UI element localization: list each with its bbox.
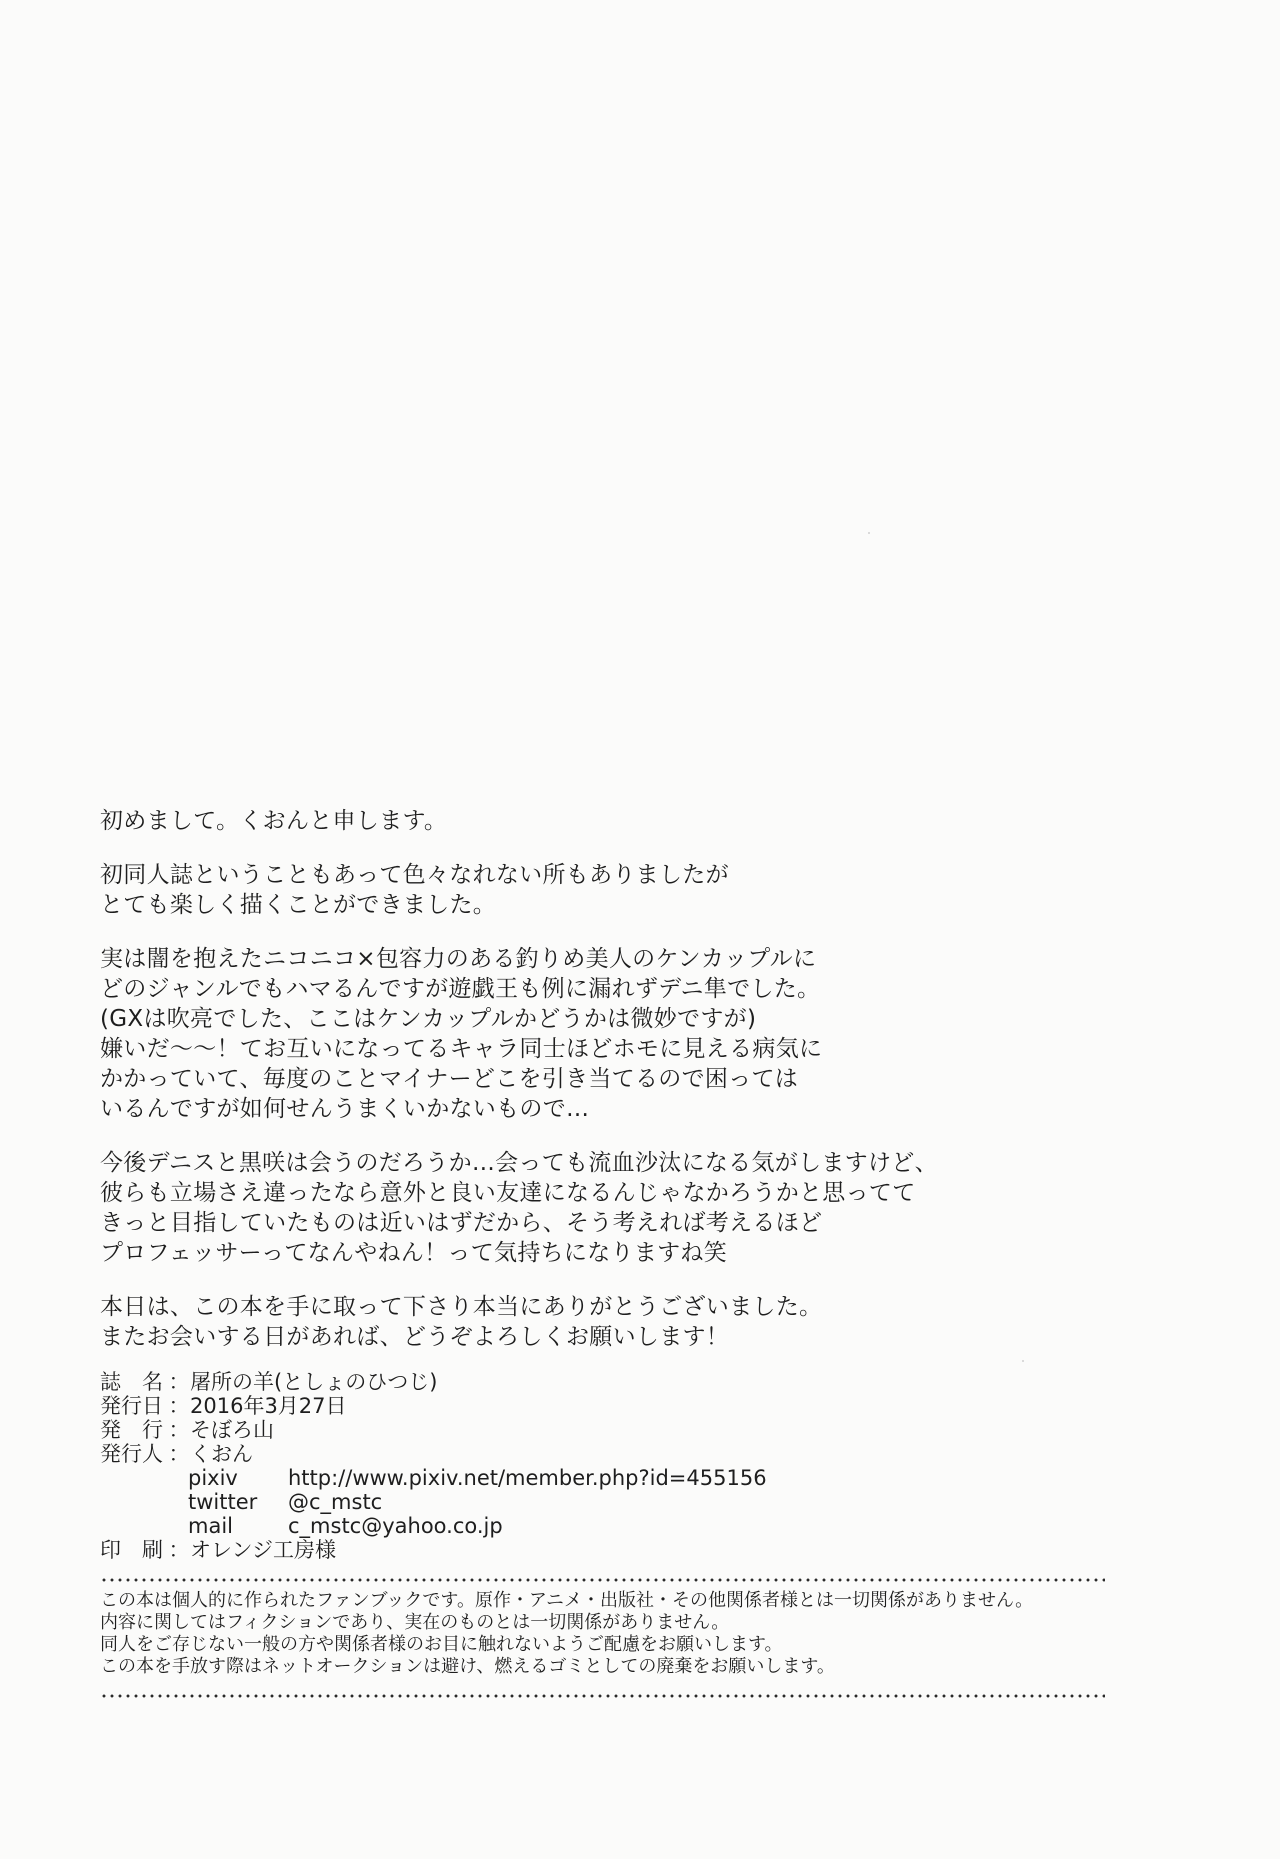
mail-address: c_mstc@yahoo.co.jp bbox=[288, 1514, 503, 1538]
dotted-divider-bottom bbox=[100, 1694, 1105, 1698]
paper-speck bbox=[1022, 1360, 1024, 1362]
afterword bbox=[100, 806, 1200, 1352]
colophon-label: 発 行 bbox=[100, 1418, 163, 1442]
afterword-line: またお会いする日があれば、どうぞよろしくお願いします！ bbox=[100, 1324, 730, 1350]
afterword-line: 初同人誌ということもあって色々なれない所もありましたが bbox=[100, 862, 729, 888]
afterword-line: (GXは吹亮でした、ここはケンカップルかどうかは微妙ですが) bbox=[100, 1006, 757, 1032]
colophon-label: 印 刷 bbox=[100, 1538, 163, 1562]
afterword-line: いるんですが如何せんうまくいかないもので… bbox=[100, 1096, 590, 1122]
colophon-twitter-row bbox=[100, 1490, 1100, 1514]
issuer-name: くおん bbox=[190, 1442, 253, 1466]
colophon-printer-row bbox=[100, 1538, 1100, 1562]
colophon-separator: ： bbox=[168, 1418, 190, 1442]
colophon-label: 発行日 bbox=[100, 1394, 163, 1418]
colophon-title-row bbox=[100, 1370, 1100, 1394]
notice-line: 同人をご存じない一般の方や関係者様のお目に触れないようご配慮をお願いします。 bbox=[100, 1634, 783, 1655]
afterword-line: 実は闇を抱えたニコニコ×包容力のある釣りめ美人のケンカップルに bbox=[100, 946, 817, 972]
disclaimer-notice bbox=[100, 1590, 1150, 1678]
colophon-issuer-row bbox=[100, 1442, 1100, 1466]
colophon-pixiv-row bbox=[100, 1466, 1100, 1490]
publish-date: 2016年3月27日 bbox=[190, 1394, 347, 1418]
colophon-label: 誌 名 bbox=[100, 1370, 163, 1394]
colophon-date-row bbox=[100, 1394, 1100, 1418]
printer-name: オレンジ工房様 bbox=[190, 1538, 336, 1562]
colophon-mail-row bbox=[100, 1514, 1100, 1538]
contact-label: pixiv bbox=[188, 1466, 238, 1490]
book-title: 屠所の羊(としょのひつじ) bbox=[190, 1370, 438, 1394]
afterword-line: かかっていて、毎度のことマイナーどこを引き当てるので困っては bbox=[100, 1066, 799, 1092]
paper-speck bbox=[868, 532, 870, 534]
colophon bbox=[100, 1370, 1100, 1562]
afterword-line: どのジャンルでもハマるんですが遊戯王も例に漏れずデニ隼でした。 bbox=[100, 976, 821, 1002]
notice-line: この本を手放す際はネットオークションは避け、燃えるゴミとしての廃棄をお願いします。 bbox=[100, 1656, 835, 1677]
afterword-line: きっと目指していたものは近いはずだから、そう考えれば考えるほど bbox=[100, 1210, 823, 1236]
colophon-separator: ： bbox=[168, 1394, 190, 1418]
dotted-divider-top bbox=[100, 1578, 1105, 1582]
afterword-line: 本日は、この本を手に取って下さり本当にありがとうございました。 bbox=[100, 1294, 823, 1320]
contact-label: mail bbox=[188, 1514, 233, 1538]
notice-line: この本は個人的に作られたファンブックです。原作・アニメ・出版社・その他関係者様とは一切関係がありません。 bbox=[100, 1590, 1034, 1611]
afterword-line: 今後デニスと黒咲は会うのだろうか…会っても流血沙汰になる気がしますけど、 bbox=[100, 1150, 938, 1176]
contact-label: twitter bbox=[188, 1490, 258, 1514]
colophon-separator: ： bbox=[168, 1442, 190, 1466]
twitter-handle: @c_mstc bbox=[288, 1490, 383, 1514]
afterword-line: とても楽しく描くことができました。 bbox=[100, 892, 497, 918]
afterword-line: 初めまして。くおんと申します。 bbox=[100, 808, 448, 834]
publisher-name: そぼろ山 bbox=[190, 1418, 274, 1442]
afterword-line: 嫌いだ〜〜！てお互いになってるキャラ同士ほどホモに見える病気に bbox=[100, 1036, 823, 1062]
colophon-label: 発行人 bbox=[100, 1442, 163, 1466]
notice-line: 内容に関してはフィクションであり、実在のものとは一切関係がありません。 bbox=[100, 1612, 730, 1633]
colophon-separator: ： bbox=[168, 1370, 190, 1394]
afterword-line: プロフェッサーってなんやねん！って気持ちになりますね笑 bbox=[100, 1240, 728, 1266]
colophon-publisher-row bbox=[100, 1418, 1100, 1442]
pixiv-url: http://www.pixiv.net/member.php?id=455156 bbox=[288, 1466, 767, 1490]
colophon-separator: ： bbox=[168, 1538, 190, 1562]
afterword-line: 彼らも立場さえ違ったなら意外と良い友達になるんじゃなかろうかと思ってて bbox=[100, 1180, 916, 1206]
